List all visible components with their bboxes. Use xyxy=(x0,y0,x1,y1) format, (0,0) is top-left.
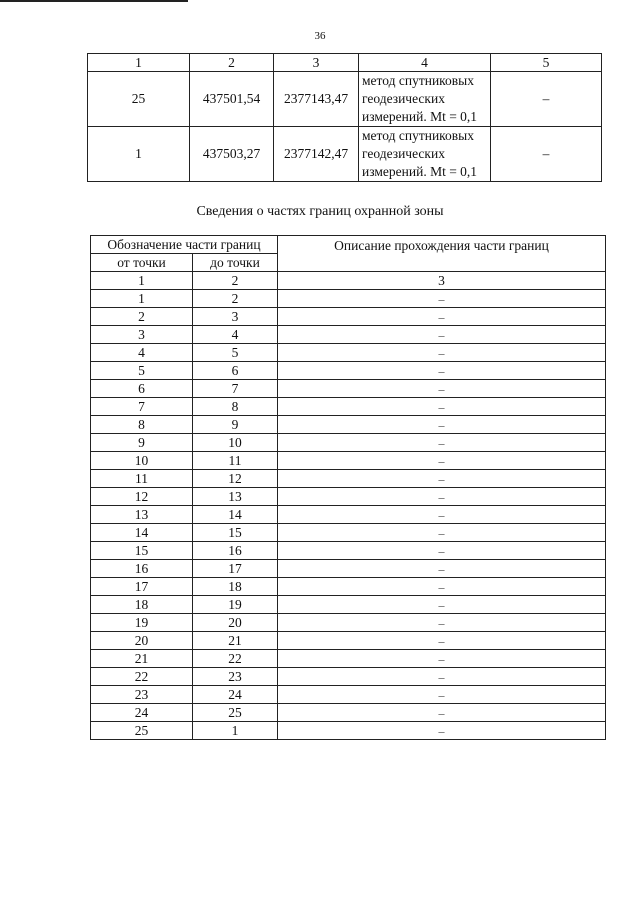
table-row xyxy=(91,524,606,542)
to-point: 1 xyxy=(193,722,278,740)
description: – xyxy=(278,452,606,470)
section-title: Сведения о частях границ охранной зоны xyxy=(196,204,444,219)
description: – xyxy=(278,560,606,578)
from-point: 23 xyxy=(91,686,193,704)
method-description xyxy=(359,127,491,182)
method-line: измерений. Mt = 0,1 xyxy=(362,109,478,124)
coordinates-table-header xyxy=(88,54,602,72)
table-row xyxy=(91,506,606,524)
table-row xyxy=(91,344,606,362)
to-point: 2 xyxy=(193,290,278,308)
to-point: 18 xyxy=(193,578,278,596)
to-point: 21 xyxy=(193,632,278,650)
from-point: 20 xyxy=(91,632,193,650)
from-point: 7 xyxy=(91,398,193,416)
to-point: 23 xyxy=(193,668,278,686)
method-line: метод спутниковых xyxy=(362,73,474,88)
method-line: метод спутниковых xyxy=(362,128,474,143)
column-number: 1 xyxy=(91,272,193,290)
table-row xyxy=(88,72,602,127)
to-point: 12 xyxy=(193,470,278,488)
table-row xyxy=(91,668,606,686)
from-point: 12 xyxy=(91,488,193,506)
method-line: измерений. Mt = 0,1 xyxy=(362,164,478,179)
description: – xyxy=(278,470,606,488)
description: – xyxy=(278,434,606,452)
to-point: 13 xyxy=(193,488,278,506)
table-row xyxy=(91,488,606,506)
from-point: 16 xyxy=(91,560,193,578)
table-row xyxy=(91,416,606,434)
header-description: Описание прохождения части границ xyxy=(278,236,606,272)
description: – xyxy=(278,380,606,398)
description: – xyxy=(278,488,606,506)
table-row xyxy=(91,308,606,326)
point-number: 1 xyxy=(88,127,190,182)
column-number: 2 xyxy=(193,272,278,290)
from-point: 13 xyxy=(91,506,193,524)
method-line: геодезических xyxy=(362,146,445,161)
table-row xyxy=(91,470,606,488)
coordinates-table xyxy=(87,53,602,182)
description: – xyxy=(278,416,606,434)
from-point: 17 xyxy=(91,578,193,596)
description: – xyxy=(278,650,606,668)
to-point: 22 xyxy=(193,650,278,668)
table-row xyxy=(91,398,606,416)
from-point: 9 xyxy=(91,434,193,452)
table-row xyxy=(91,632,606,650)
table-row xyxy=(91,326,606,344)
to-point: 24 xyxy=(193,686,278,704)
column-number: 4 xyxy=(359,54,491,72)
header-from-point: от точки xyxy=(91,254,193,272)
description: – xyxy=(278,668,606,686)
table-row xyxy=(91,650,606,668)
to-point: 17 xyxy=(193,560,278,578)
from-point: 25 xyxy=(91,722,193,740)
description: – xyxy=(278,632,606,650)
from-point: 22 xyxy=(91,668,193,686)
header-row xyxy=(91,236,606,254)
from-point: 3 xyxy=(91,326,193,344)
description: – xyxy=(278,686,606,704)
from-point: 8 xyxy=(91,416,193,434)
description: – xyxy=(278,614,606,632)
to-point: 11 xyxy=(193,452,278,470)
table-row xyxy=(91,686,606,704)
coordinate-x: 437501,54 xyxy=(190,72,274,127)
header-boundary-part: Обозначение части границ xyxy=(91,236,278,254)
from-point: 4 xyxy=(91,344,193,362)
table-row xyxy=(88,127,602,182)
to-point: 3 xyxy=(193,308,278,326)
from-point: 14 xyxy=(91,524,193,542)
description: – xyxy=(278,704,606,722)
description: – xyxy=(278,722,606,740)
table-row xyxy=(91,452,606,470)
from-point: 11 xyxy=(91,470,193,488)
coordinate-x: 437503,27 xyxy=(190,127,274,182)
to-point: 15 xyxy=(193,524,278,542)
description: – xyxy=(278,290,606,308)
table-row xyxy=(91,596,606,614)
boundary-parts-table xyxy=(90,235,606,740)
description: – xyxy=(278,398,606,416)
column-numbering-row xyxy=(91,272,606,290)
to-point: 8 xyxy=(193,398,278,416)
column-number: 1 xyxy=(88,54,190,72)
to-point: 9 xyxy=(193,416,278,434)
table-row xyxy=(91,542,606,560)
coordinate-y: 2377143,47 xyxy=(274,72,359,127)
from-point: 19 xyxy=(91,614,193,632)
description: – xyxy=(278,308,606,326)
column-number: 5 xyxy=(491,54,602,72)
description: – xyxy=(278,506,606,524)
description: – xyxy=(278,362,606,380)
to-point: 7 xyxy=(193,380,278,398)
description: – xyxy=(278,542,606,560)
from-point: 18 xyxy=(91,596,193,614)
table-row xyxy=(91,290,606,308)
table-row xyxy=(91,434,606,452)
to-point: 14 xyxy=(193,506,278,524)
description: – xyxy=(278,344,606,362)
description: – xyxy=(278,524,606,542)
from-point: 1 xyxy=(91,290,193,308)
to-point: 10 xyxy=(193,434,278,452)
note-cell: – xyxy=(491,72,602,127)
to-point: 20 xyxy=(193,614,278,632)
header-to-point: до точки xyxy=(193,254,278,272)
table-row xyxy=(91,362,606,380)
column-number: 3 xyxy=(278,272,606,290)
from-point: 10 xyxy=(91,452,193,470)
method-description xyxy=(359,72,491,127)
description: – xyxy=(278,578,606,596)
note-cell: – xyxy=(491,127,602,182)
from-point: 24 xyxy=(91,704,193,722)
table-row xyxy=(91,578,606,596)
from-point: 21 xyxy=(91,650,193,668)
description: – xyxy=(278,326,606,344)
to-point: 5 xyxy=(193,344,278,362)
table-row xyxy=(91,560,606,578)
from-point: 5 xyxy=(91,362,193,380)
scan-edge-line xyxy=(0,0,188,2)
to-point: 16 xyxy=(193,542,278,560)
table-row xyxy=(91,704,606,722)
table-row xyxy=(91,614,606,632)
from-point: 15 xyxy=(91,542,193,560)
table-row xyxy=(91,722,606,740)
to-point: 6 xyxy=(193,362,278,380)
point-number: 25 xyxy=(88,72,190,127)
column-number: 3 xyxy=(274,54,359,72)
method-line: геодезических xyxy=(362,91,445,106)
table-row xyxy=(91,380,606,398)
description: – xyxy=(278,596,606,614)
page-number: 36 xyxy=(314,30,326,42)
to-point: 19 xyxy=(193,596,278,614)
from-point: 2 xyxy=(91,308,193,326)
coordinate-y: 2377142,47 xyxy=(274,127,359,182)
column-number: 2 xyxy=(190,54,274,72)
from-point: 6 xyxy=(91,380,193,398)
to-point: 25 xyxy=(193,704,278,722)
to-point: 4 xyxy=(193,326,278,344)
